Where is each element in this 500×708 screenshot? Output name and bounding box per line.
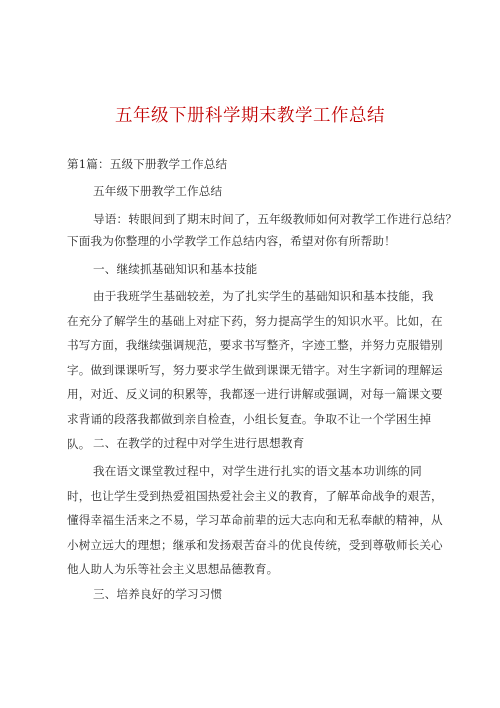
section-1-body: 由于我班学生基础较差，为了扎实学生的基础知识和基本技能，我在充分了解学生的基础上对症下药，努力提高学生的知识水平。比如，在书写方面，我继续强调规范，要求书写整齐，字迹工整，并努力克服错别字。做到课课听写，努力要求学生做到课课无错字。对生字新词的理解运用，对近、反义词的积累等，我都逐一进行讲解或强调，对每一篇课文要求背诵的段落我都做到亲自检查，小组长复查。争取不让一个学困生掉队。: [67, 289, 443, 451]
intro-line-1: 导语：转眼间到了期末时间了，五年级教师如何对教学工作进行总结？: [93, 212, 458, 226]
section-2-heading: 二、在教学的过程中对学生进行思想教育: [93, 436, 305, 450]
section-2-body: 我在语文课堂教过程中，对学生进行扎实的语文基本功训练的同时，也让学生受到热爱祖国热爱社会主义的教育，了解革命战争的艰苦，懂得幸福生活来之不易，学习革命前辈的远大志向和无私奉献的精神，从小树立远大的理想；继承和发扬艰苦奋斗的优良传统，受到尊敬师长关心他人助人为乐等社会主义思想品德教育。: [67, 464, 443, 577]
article-label: 第1篇：五级下册教学工作总结: [67, 157, 228, 171]
section-3-heading: 三、培养良好的学习习惯: [93, 587, 223, 601]
document-title: 五年级下册科学期末教学工作总结: [115, 106, 385, 126]
intro-line-2: 下面我为你整理的小学教学工作总结内容，希望对你有所帮助！: [67, 234, 396, 248]
article-subtitle: 五年级下册教学工作总结: [93, 184, 223, 198]
section-1-heading: 一、继续抓基础知识和基本技能: [93, 262, 258, 276]
